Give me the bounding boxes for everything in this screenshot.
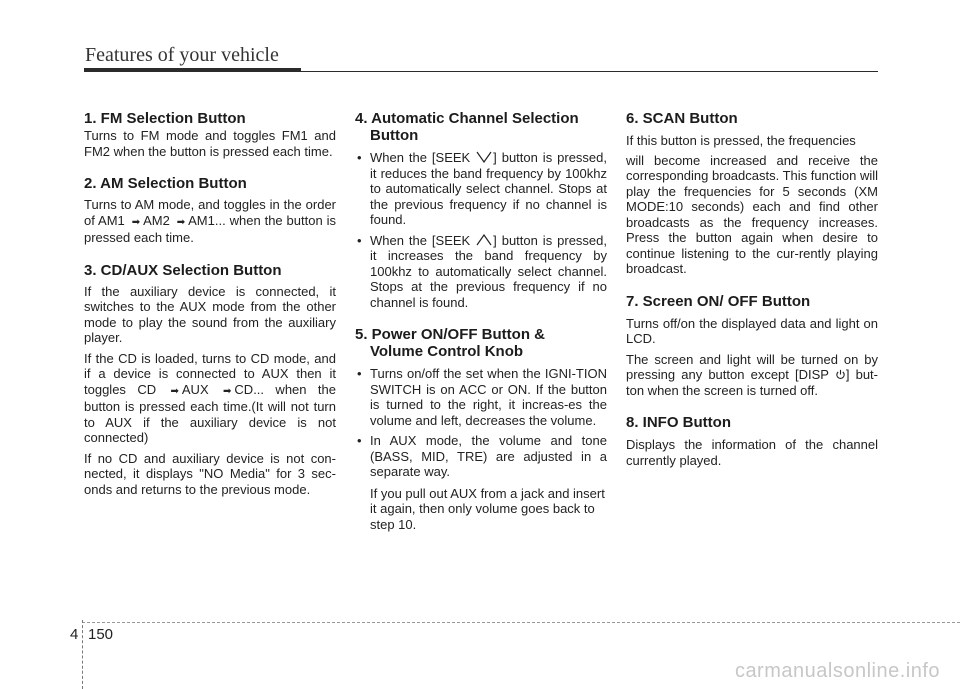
section-scan [626, 110, 878, 277]
column-2 [355, 110, 607, 548]
section-info [626, 414, 878, 468]
paragraph [84, 197, 336, 246]
section-title: 3. CD/AUX Selection Button [84, 261, 282, 279]
arrow-right-icon: ➡ [176, 216, 186, 228]
title-line: 4. Automatic Channel Selection [355, 110, 579, 127]
paragraph: If this button is pressed, the frequencies [626, 133, 856, 148]
paragraph [84, 351, 336, 446]
title-line: 5. Power ON/OFF Button & [355, 326, 545, 343]
section-am [84, 175, 336, 246]
text: ] button is pressed, it reduces the band frequency by 100khz to automatically select channel. Stops at the previous frequency if no channel is found. [370, 150, 607, 227]
section-title: 6. SCAN Button [626, 110, 738, 127]
section-auto-channel [355, 110, 607, 310]
list-item [355, 233, 607, 311]
title-line: Button [370, 127, 419, 144]
text: The screen and light will be turned on by pressing any button except [DISP [626, 351, 878, 382]
section-fm [84, 110, 336, 159]
list-item [355, 150, 607, 228]
column-1 [84, 110, 336, 513]
page-header-title: Features of your vehicle [85, 44, 279, 66]
section-power-volume [355, 326, 607, 532]
column-3 [626, 110, 878, 484]
paragraph: If no CD and auxiliary device is not con-nected, it displays "NO Media" for 3 sec-onds and returns to the previous mode. [84, 450, 336, 497]
text: ] button is pressed, it increases the band frequency by 100khz to automatically select channel. Stops at the previous frequency if no channel is found. [370, 232, 607, 310]
text: AM1... when the button is pressed each time. [84, 212, 336, 245]
text: When the [SEEK [370, 150, 471, 165]
list-item: • In AUX mode, the volume and tone (BASS, MID, TRE) are adjusted in a separate way. [355, 433, 607, 480]
section-title [355, 326, 607, 360]
list-item: • Turns on/off the set when the IGNI-TION SWITCH is on ACC or ON. If the button is turned to the right, it increas-es the volume and left, decreases the volume. [355, 366, 607, 428]
section-title: 1. FM Selection Button [84, 110, 246, 127]
arrow-right-icon: ➡ [170, 385, 179, 397]
bullet-list [355, 150, 607, 310]
chapter-number: 4 [70, 626, 79, 643]
footer-divider [82, 620, 83, 689]
arrow-right-icon: ➡ [223, 385, 232, 397]
paragraph: If you pull out AUX from a jack and insert it again, then only volume goes back to step 10. [370, 485, 605, 532]
paragraph [626, 352, 878, 399]
footer-rule [82, 622, 960, 623]
watermark: carmanualsonline.info [734, 660, 940, 682]
section-screen [626, 293, 878, 399]
text: Turns to AM mode, and toggles in the order of AM1 [84, 197, 336, 228]
paragraph: will become increased and receive the corresponding broadcasts. This function will play the frequencies for 5 seconds (XM MODE:10 seconds) each and find other broadcasts as the frequency increases. Press the button again when desire to continue listening to the cur-rently playing broadcast. [626, 152, 878, 276]
section-title: 8. INFO Button [626, 414, 731, 431]
title-line: Volume Control Knob [370, 343, 524, 360]
text: When the [SEEK [370, 232, 471, 248]
text: CD... when the button is pressed each time.(It will not turn to AUX if the auxiliary device is not connected) [84, 381, 336, 445]
chevron-down-icon [475, 151, 493, 163]
arrow-right-icon: ➡ [131, 216, 141, 228]
section-title: 2. AM Selection Button [84, 175, 247, 192]
header-rule-thin [84, 71, 878, 72]
page-number: 150 [88, 626, 114, 643]
section-title [355, 110, 607, 144]
paragraph: If the auxiliary device is connected, it switches to the AUX mode from the other mode to play the sound from the auxiliary player. [84, 283, 336, 345]
paragraph: Turns off/on the displayed data and light on LCD. [626, 315, 878, 346]
paragraph: Displays the information of the channel currently played. [626, 437, 878, 468]
text: AM2 [143, 212, 170, 228]
paragraph: Turns to FM mode and toggles FM1 and FM2 when the button is pressed each time. [84, 128, 336, 159]
section-cd-aux [84, 262, 336, 498]
text: AUX [181, 381, 209, 397]
chevron-up-icon [475, 234, 493, 246]
text: If the CD is loaded, turns to CD mode, and if a device is connected to AUX then it toggles CD [84, 350, 336, 397]
section-title: 7. Screen ON/ OFF Button [626, 292, 811, 310]
power-icon [835, 369, 846, 380]
bullet-list [355, 366, 607, 480]
text: ] but-ton when the screen is turned off. [626, 367, 878, 398]
